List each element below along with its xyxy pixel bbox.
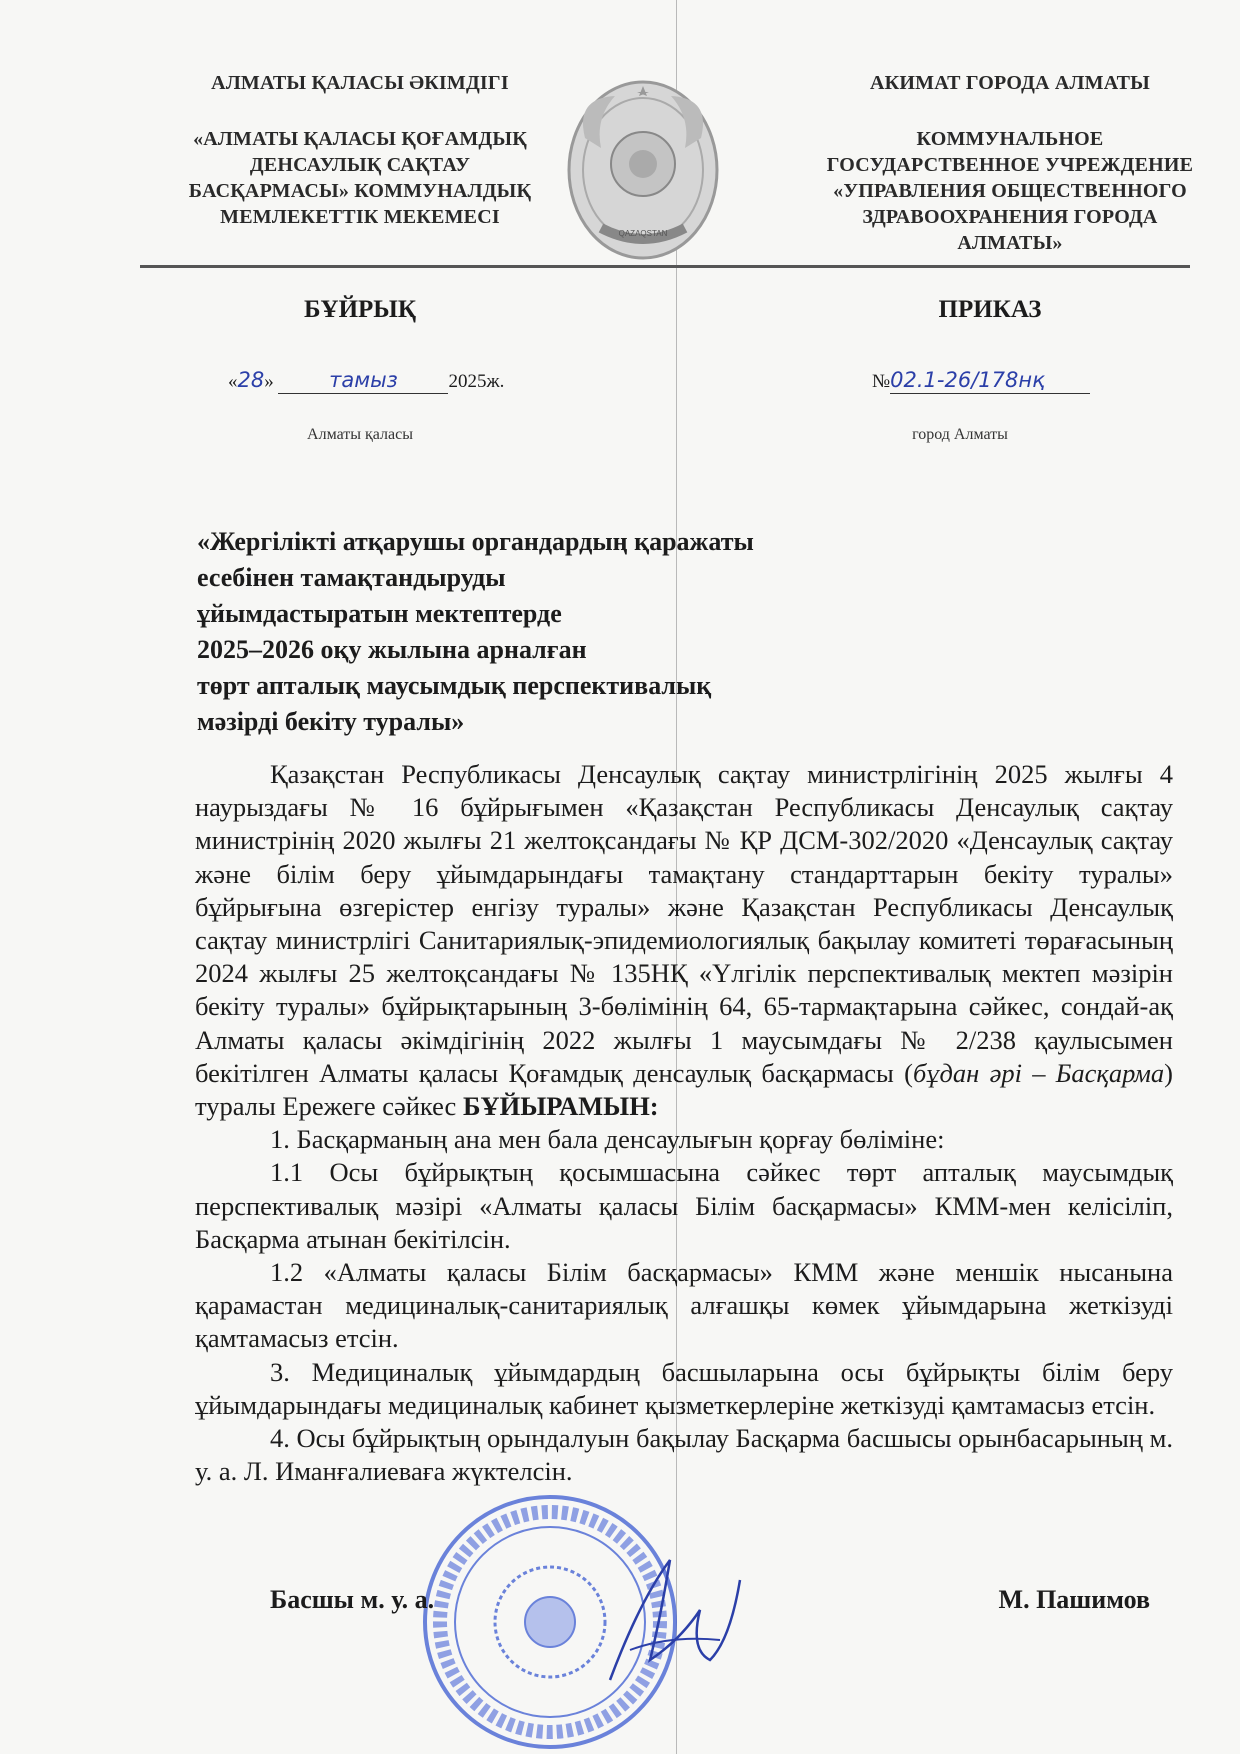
dept-line: «АЛМАТЫ ҚАЛАСЫ ҚОҒАМДЫҚ	[193, 128, 527, 150]
org-name-ru: АКИМАТ ГОРОДА АЛМАТЫ	[870, 72, 1150, 94]
preamble-text: Қазақстан Республикасы Денсаулық сақтау министрлігінің 2025 жылғы 4 наурыздағы № 16 бұйрығымен «Қазақстан Республикасы Денсаулық сақтау министрінің 2020 жылғы 21 желтоқсандағы № ҚР ДСМ-302/2020 «Денсаулық сақтау және білім беру ұйымдарындағы тамақтану стандарттарын бекіту туралы» бұйрығына өзгерістер енгізу туралы» және Қазақстан Республикасы Денсаулық сақтау министрлігі Санитариялық-эпидемиологиялық бақылау комитеті төрағасының 2024 жылғы 25 желтоқсандағы № 135НҚ «Үлгілік перспективалық мектеп мәзірін бекіту туралы» бұйрықтарының 3-бөлімінің 64, 65-тармақтарына сәйкес, сондай-ақ Алматы қаласы әкімдігінің 2022 жылғы 1 маусымдағы № 2/238 қаулысымен бекітілген Алматы қаласы Қоғамдық денсаулық басқармасы (	[195, 759, 1173, 1088]
order-item: 4. Осы бұйрықтың орындалуын бақылау Басқарма басшысы орынбасарының м. у. а. Л. Иманғалиеваға жүктелсін.	[195, 1423, 1173, 1487]
dept-line: «УПРАВЛЕНИЯ ОБЩЕСТВЕННОГО	[833, 180, 1187, 202]
order-item: 3. Медициналық ұйымдардың басшыларына осы бұйрықты білім беру ұйымдарындағы медициналық кабинет қызметкерлеріне жеткізуді қамтамасыз етсін.	[195, 1356, 1173, 1420]
number-value: 02.1-26/178нқ	[890, 368, 1045, 392]
order-body	[195, 758, 1173, 1488]
doc-type-kz: БҰЙРЫҚ	[304, 296, 416, 323]
order-number	[872, 368, 1090, 394]
header-left	[140, 70, 580, 230]
preamble-end: ) туралы Ережеге сәйкес	[195, 1057, 1173, 1122]
title-line: ұйымдастыратын мектептерде	[197, 599, 562, 628]
state-emblem-icon	[565, 78, 721, 262]
title-line: «Жергілікті атқарушы органдардың қаражаты	[197, 527, 754, 556]
order-word: БҰЙЫРАМЫН:	[462, 1091, 659, 1122]
org-name-kz: АЛМАТЫ ҚАЛАСЫ ӘКІМДІГІ	[211, 72, 509, 94]
date-quote: »	[264, 371, 274, 392]
order-date	[228, 368, 504, 394]
date-year: 2025ж.	[448, 371, 505, 392]
dept-line: ГОСУДАРСТВЕННОЕ УЧРЕЖДЕНИЕ	[826, 154, 1194, 176]
city-ru: город Алматы	[912, 426, 1008, 443]
signatory-name: М. Пашимов	[998, 1585, 1150, 1614]
title-line: 2025–2026 оқу жылына арналған	[197, 635, 587, 664]
title-line: төрт апталық маусымдық перспективалық	[197, 671, 712, 700]
handwritten-signature-icon	[600, 1540, 750, 1690]
dept-line: ЗДРАВООХРАНЕНИЯ ГОРОДА	[862, 206, 1158, 228]
date-day: 28	[237, 368, 265, 392]
dept-line: КОММУНАЛЬНОЕ	[916, 128, 1104, 150]
doc-type-ru: ПРИКАЗ	[938, 296, 1042, 323]
number-label: №	[872, 371, 891, 392]
dept-line: МЕМЛЕКЕТТІК МЕКЕМЕСІ	[220, 206, 500, 228]
dept-line: ДЕНСАУЛЫҚ САҚТАУ	[249, 154, 471, 176]
date-quote: «	[228, 371, 238, 392]
city-kz: Алматы қаласы	[307, 426, 413, 443]
date-month: тамыз	[329, 368, 398, 392]
header-divider	[140, 265, 1190, 268]
order-item: 1.1 Осы бұйрықтың қосымшасына сәйкес төрт апталық маусымдық перспективалық мәзірі «Алматы қаласы Білім басқармасы» КММ-мен келісіліп, Басқарма атынан бекітілсін.	[195, 1157, 1173, 1254]
order-item: 1.2 «Алматы қаласы Білім басқармасы» КММ және меншік нысанына қарамастан медициналық-санитариялық алғашқы көмек ұйымдарына жеткізуді қамтамасыз етсін.	[195, 1257, 1173, 1354]
dept-line: БАСҚАРМАСЫ» КОММУНАЛДЫҚ	[188, 180, 532, 202]
emblem-text: QAZAQSTAN	[618, 229, 668, 238]
order-title	[197, 524, 817, 740]
header-right	[790, 70, 1230, 256]
title-line: мәзірді бекіту туралы»	[197, 707, 465, 736]
preamble	[195, 758, 1173, 1123]
order-item: 1. Басқарманың ана мен бала денсаулығын қорғау бөліміне:	[270, 1124, 945, 1155]
signatory-position: Басшы м. у. а.	[270, 1585, 435, 1614]
dept-line: АЛМАТЫ»	[957, 232, 1063, 254]
preamble-italic: бұдан әрі – Басқарма	[912, 1057, 1165, 1088]
title-line: есебінен тамақтандыруды	[197, 563, 506, 592]
